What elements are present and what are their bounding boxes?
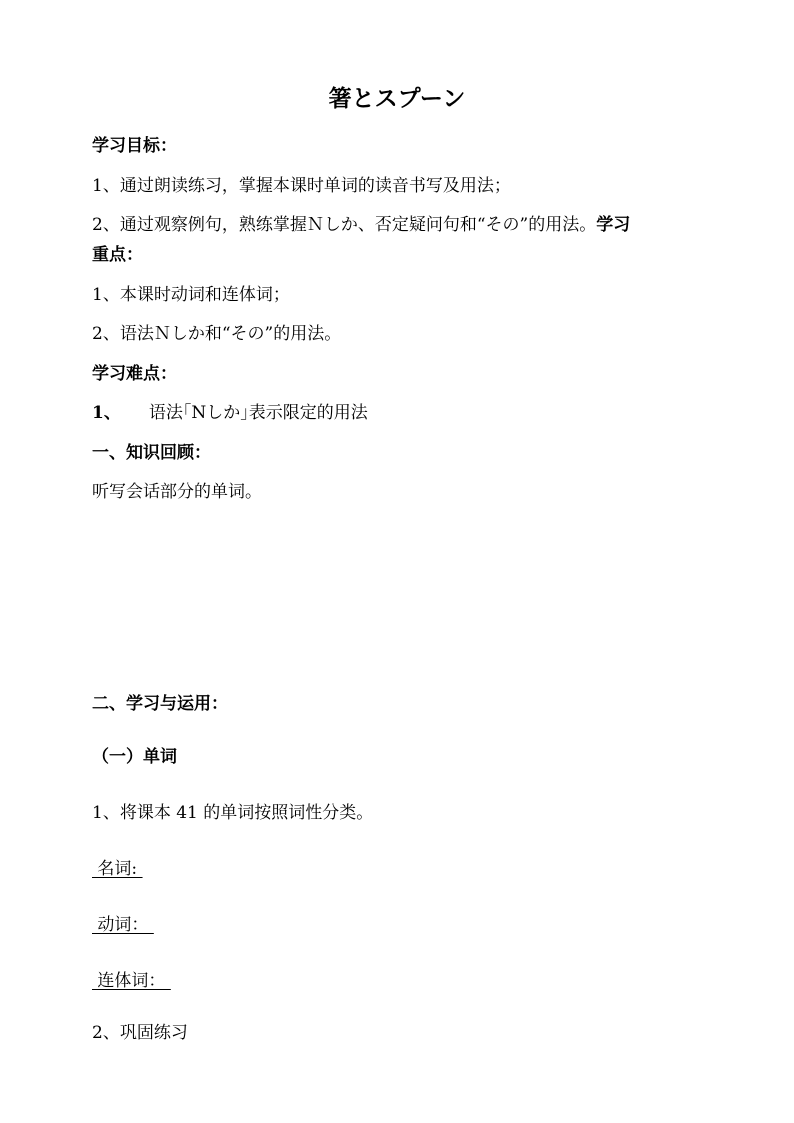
difficulty-heading: 学习难点： — [92, 364, 177, 384]
objective-1: 1、通过朗读练习，掌握本课时单词的读音书写及用法； — [92, 176, 511, 196]
section-2-heading: 二、学习与运用： — [92, 694, 228, 714]
section-1-text: 听写会话部分的单词。 — [92, 482, 262, 502]
adnominal-label-line — [92, 966, 712, 996]
verb-label-line — [92, 910, 712, 940]
task-1: 1、将课本 41 的单词按照词性分类。 — [92, 803, 374, 823]
objective-2-text: 2、通过观察例句，熟练掌握Ｎしか、否定疑问句和“その”的用法。 — [92, 215, 597, 235]
difficulty-1 — [92, 398, 712, 428]
objective-2 — [92, 210, 712, 240]
difficulty-1-text: 语法｢Nしか｣表示限定的用法 — [148, 403, 368, 423]
verb-label: 动词： — [92, 915, 154, 935]
adnominal-label: 连体词： — [92, 971, 171, 991]
key-points-heading-part2: 重点： — [92, 245, 143, 265]
subsection-heading: （一）单词 — [92, 747, 177, 767]
noun-label-line — [92, 854, 712, 884]
task-2: 2、巩固练习 — [92, 1023, 188, 1043]
noun-label: 名词: — [92, 859, 143, 879]
section-1-heading: 一、知识回顾： — [92, 443, 211, 463]
key-point-1: 1、本课时动词和连体词； — [92, 285, 290, 305]
key-point-2: 2、语法Ｎしか和“その”的用法。 — [92, 324, 342, 344]
difficulty-1-number: 1、 — [92, 403, 121, 423]
document-title: 箸とスプーン — [328, 85, 466, 112]
key-points-heading-part1: 学习 — [596, 215, 631, 235]
objectives-heading: 学习目标： — [92, 136, 177, 156]
